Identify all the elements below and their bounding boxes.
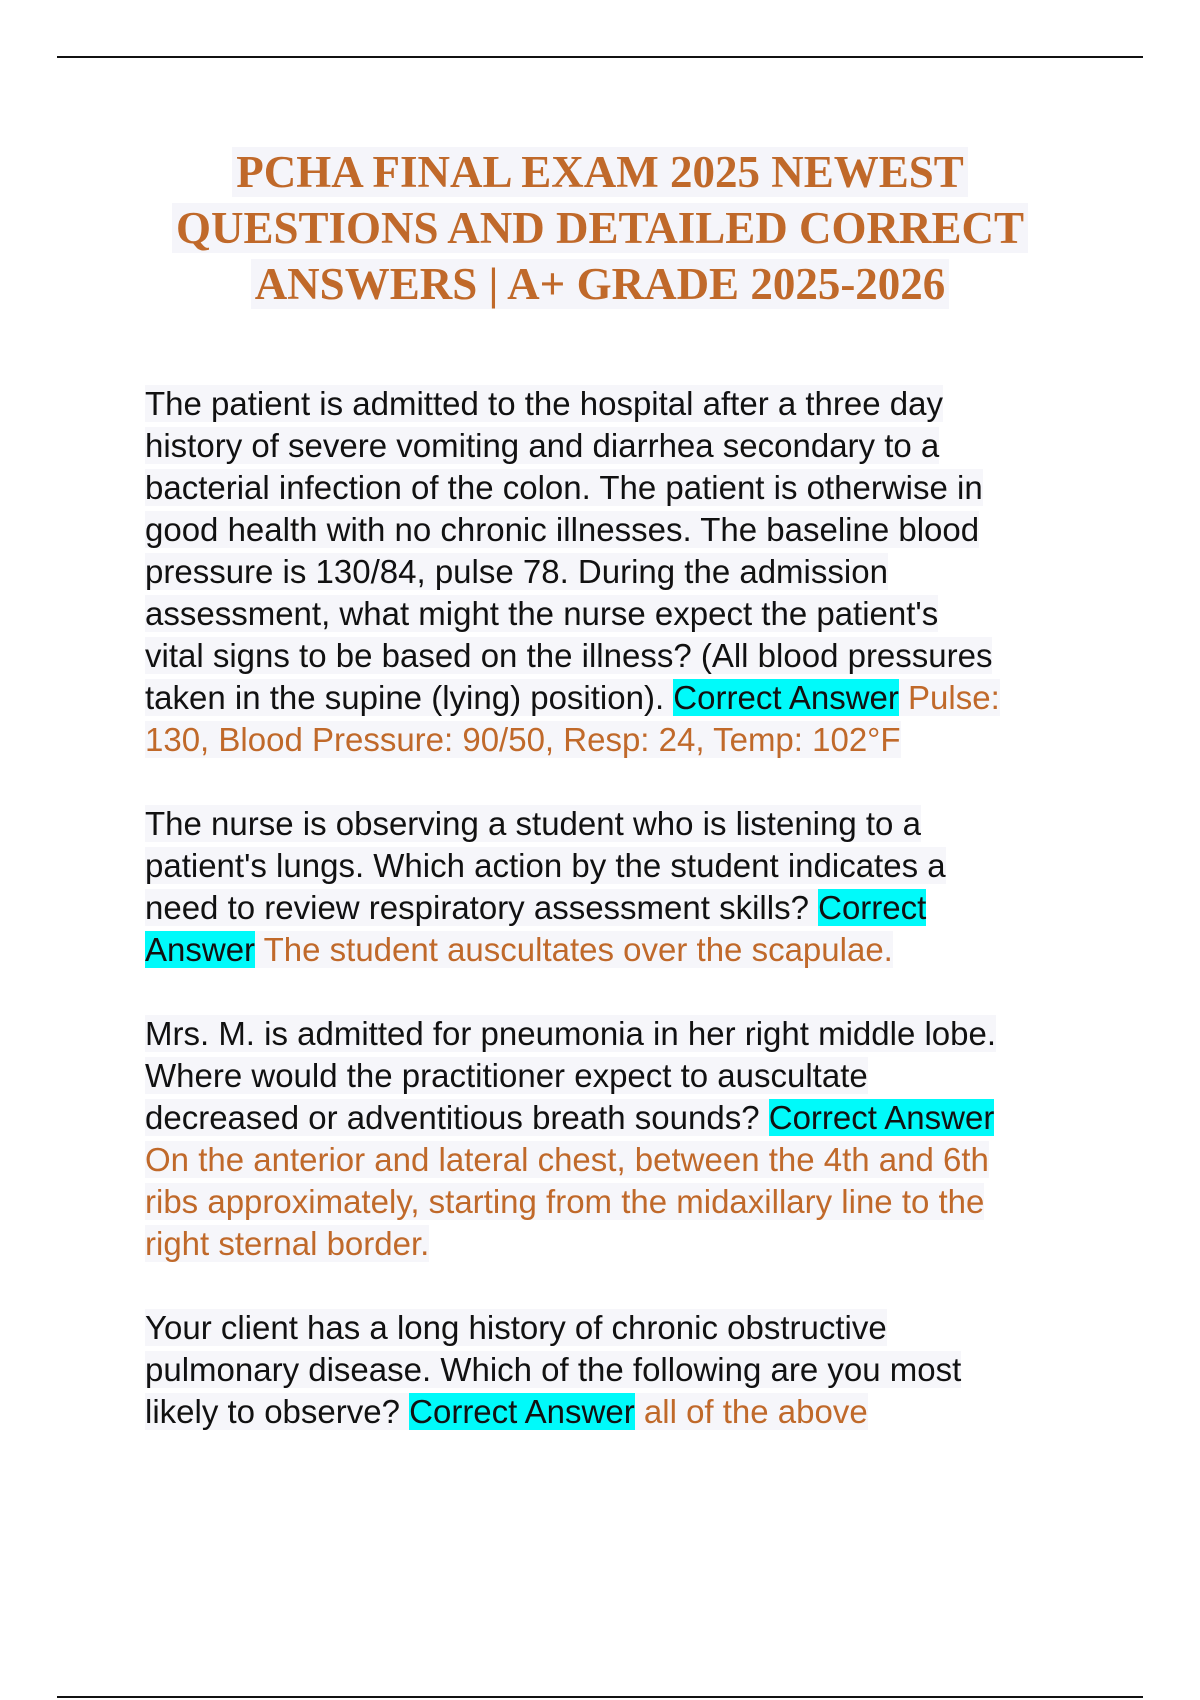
answer-text: ribs approximately, starting from the midaxillary line to the <box>145 1183 985 1220</box>
answer-text: The student auscultates over the scapulae. <box>255 931 893 968</box>
question-text: good health with no chronic illnesses. The baseline blood <box>145 511 980 548</box>
title-line-1: PCHA FINAL EXAM 2025 NEWEST <box>120 144 1080 200</box>
correct-answer-label: Correct Answer <box>409 1393 635 1430</box>
question-text: patient's lungs. Which action by the student indicates a <box>145 847 946 884</box>
qa-line <box>145 845 1095 887</box>
question-text: likely to observe? <box>145 1393 410 1430</box>
qa-line <box>145 677 1095 719</box>
correct-answer-label: Answer <box>145 931 256 968</box>
title-line-2: QUESTIONS AND DETAILED CORRECT <box>120 200 1080 256</box>
qa-line <box>145 509 1095 551</box>
qa-line <box>145 1055 1095 1097</box>
qa-line <box>145 551 1095 593</box>
question-text: bacterial infection of the colon. The patient is otherwise in <box>145 469 983 506</box>
question-answer-list <box>145 383 1095 1475</box>
qa-line <box>145 929 1095 971</box>
answer-text: 130, Blood Pressure: 90/50, Resp: 24, Temp: 102°F <box>145 721 901 758</box>
question-text: pulmonary disease. Which of the following are you most <box>145 1351 962 1388</box>
question-text: Your client has a long history of chronic obstructive <box>145 1309 887 1346</box>
question-text: Where would the practitioner expect to auscultate <box>145 1057 868 1094</box>
question-text: need to review respiratory assessment skills? <box>145 889 819 926</box>
question-text: vital signs to be based on the illness? (All blood pressures <box>145 637 993 674</box>
qa-line <box>145 719 1095 761</box>
qa-item-2 <box>145 803 1095 971</box>
question-text: Mrs. M. is admitted for pneumonia in her right middle lobe. <box>145 1015 997 1052</box>
answer-text: Pulse: <box>898 679 1000 716</box>
question-text: decreased or adventitious breath sounds? <box>145 1099 769 1136</box>
answer-text: right sternal border. <box>145 1225 430 1262</box>
qa-line <box>145 425 1095 467</box>
top-rule <box>57 56 1143 58</box>
question-text: history of severe vomiting and diarrhea secondary to a <box>145 427 940 464</box>
question-text: pressure is 130/84, pulse 78. During the admission <box>145 553 888 590</box>
qa-line <box>145 383 1095 425</box>
qa-line <box>145 1181 1095 1223</box>
qa-line <box>145 635 1095 677</box>
qa-item-3 <box>145 1013 1095 1265</box>
correct-answer-label: Correct Answer <box>673 679 899 716</box>
qa-line <box>145 1097 1095 1139</box>
qa-line <box>145 467 1095 509</box>
question-text: The nurse is observing a student who is listening to a <box>145 805 921 842</box>
correct-answer-label: Correct Answer <box>768 1099 995 1136</box>
document-title <box>120 144 1080 312</box>
answer-text: all of the above <box>634 1393 868 1430</box>
qa-line <box>145 887 1095 929</box>
title-line-3: ANSWERS | A+ GRADE 2025-2026 <box>120 256 1080 312</box>
qa-item-1 <box>145 383 1095 761</box>
qa-line <box>145 1223 1095 1265</box>
question-text: assessment, what might the nurse expect the patient's <box>145 595 939 632</box>
qa-item-4 <box>145 1307 1095 1433</box>
qa-line <box>145 1013 1095 1055</box>
qa-line <box>145 1307 1095 1349</box>
qa-line <box>145 803 1095 845</box>
correct-answer-label: Correct <box>818 889 927 926</box>
qa-line <box>145 593 1095 635</box>
qa-line <box>145 1349 1095 1391</box>
qa-line <box>145 1391 1095 1433</box>
question-text: taken in the supine (lying) position). <box>145 679 674 716</box>
question-text: The patient is admitted to the hospital after a three day <box>145 385 943 422</box>
qa-line <box>145 1139 1095 1181</box>
answer-text: On the anterior and lateral chest, between the 4th and 6th <box>145 1141 989 1178</box>
bottom-rule <box>57 1696 1143 1698</box>
